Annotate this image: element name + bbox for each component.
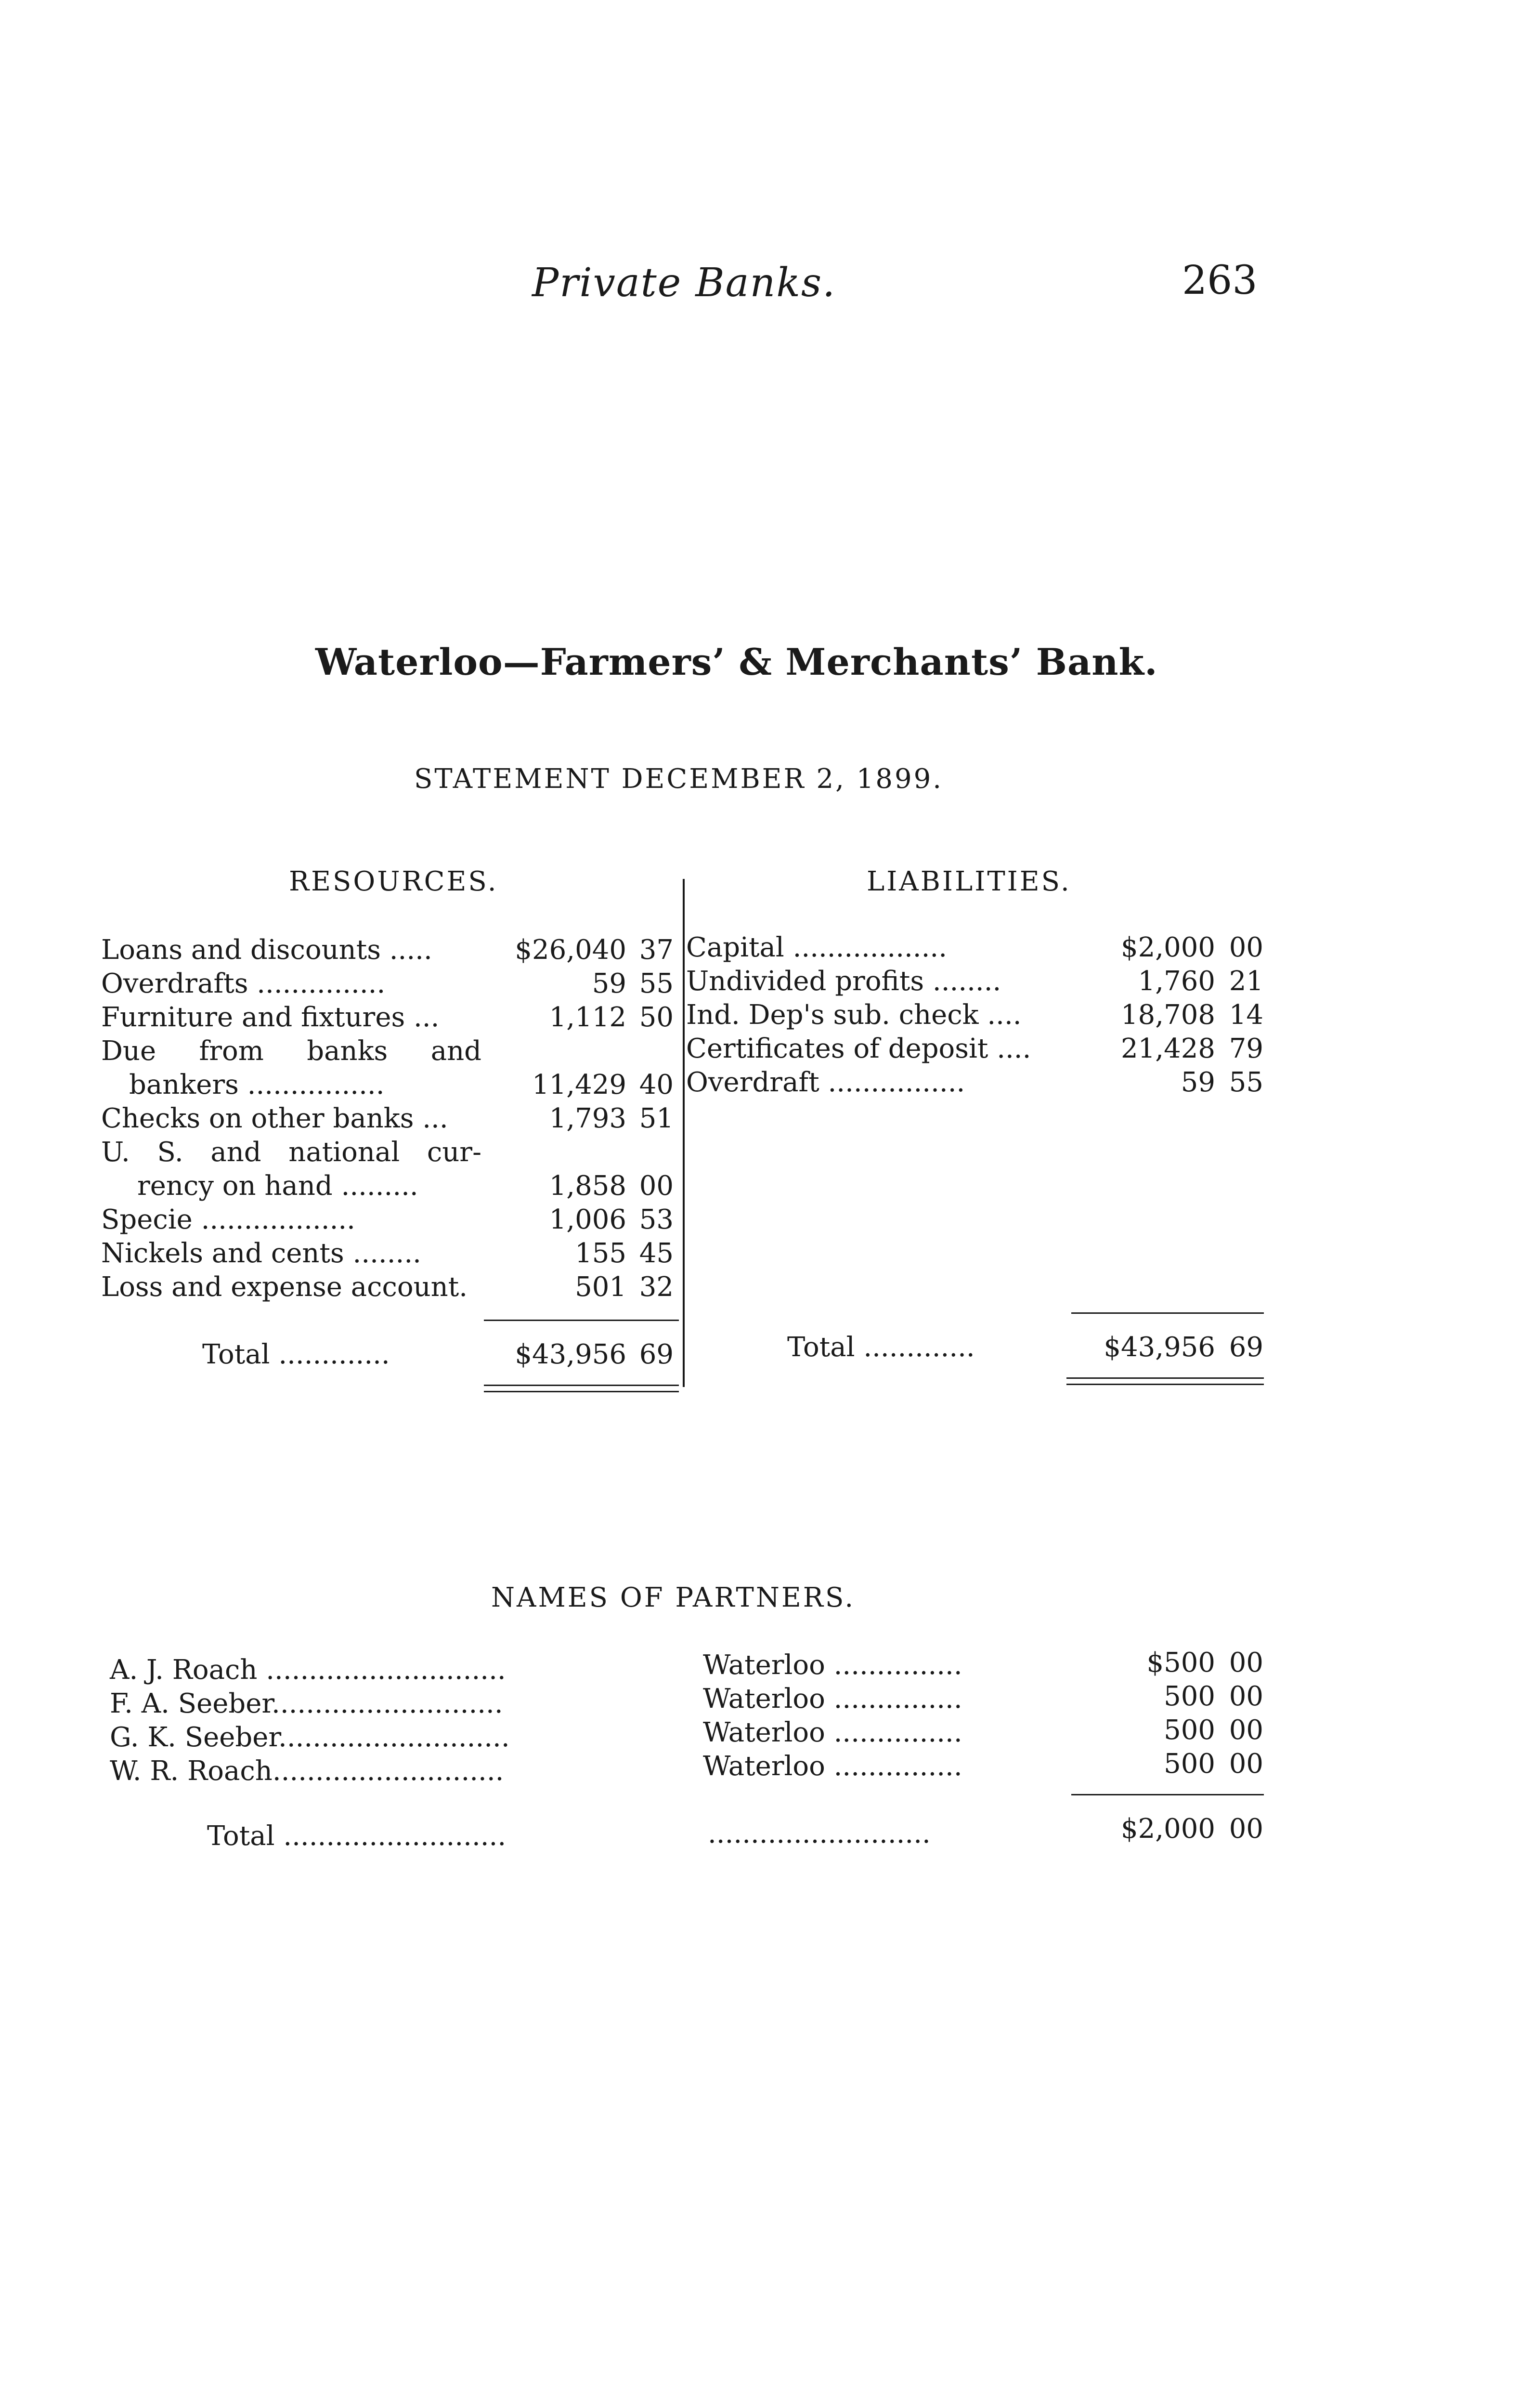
liability-row-label: Ind. Dep's sub. check ....: [686, 999, 1022, 1031]
bank-title: Waterloo—Farmers’ & Merchants’ Bank.: [315, 641, 1158, 683]
partners-total-rule: [1071, 1794, 1264, 1795]
liabilities-total-label: Total .............: [787, 1332, 975, 1363]
liability-row-label: Undivided profits ........: [686, 966, 1001, 997]
partner-name: W. R. Roach...........................: [110, 1755, 504, 1787]
partners-heading: NAMES OF PARTNERS.: [491, 1582, 856, 1613]
resource-row-label: Due from banks and: [101, 1035, 481, 1067]
column-divider: [683, 879, 685, 1387]
partner-name: G. K. Seeber...........................: [110, 1722, 510, 1753]
resources-total-double-rule: [484, 1385, 679, 1386]
liability-row-label: Certificates of deposit ....: [686, 1033, 1031, 1064]
resource-row-dollars: 1,858: [549, 1170, 626, 1202]
resource-row-dollars: 1,112: [549, 1002, 626, 1033]
partner-place: Waterloo ...............: [703, 1751, 962, 1782]
partner-dollars: 500: [1164, 1714, 1215, 1746]
resources-total-double-rule: [484, 1391, 679, 1392]
liabilities-total-double-rule: [1066, 1377, 1264, 1379]
resource-row-label: Checks on other banks ...: [101, 1103, 448, 1134]
statement-date: STATEMENT DECEMBER 2, 1899.: [414, 763, 944, 795]
partner-name: A. J. Roach ............................: [110, 1654, 506, 1686]
liability-row-dollars: 59: [1181, 1067, 1215, 1098]
resources-total-cents: 69: [639, 1339, 674, 1370]
liabilities-total-dollars: $43,956: [1104, 1332, 1215, 1363]
partner-place: Waterloo ...............: [703, 1717, 962, 1748]
liability-row-dollars: 21,428: [1121, 1033, 1215, 1064]
resources-total-rule: [484, 1320, 679, 1321]
liability-row-cents: 00: [1229, 932, 1263, 963]
page-number: 263: [1182, 258, 1258, 303]
liability-row-cents: 21: [1229, 966, 1263, 997]
liability-row-dollars: $2,000: [1121, 932, 1215, 963]
partner-cents: 00: [1229, 1681, 1263, 1712]
resource-row-cents: 32: [639, 1271, 674, 1303]
liability-row-label: Capital ..................: [686, 932, 948, 963]
resource-row-label: Furniture and fixtures ...: [101, 1002, 440, 1033]
resource-row-cents: 55: [639, 968, 674, 999]
resources-heading: RESOURCES.: [289, 866, 498, 897]
resource-row-cents: 45: [639, 1238, 674, 1269]
resource-row-label: Loss and expense account.: [101, 1271, 468, 1303]
resource-row-label: Overdrafts ...............: [101, 968, 386, 999]
partners-total-leader: ..........................: [708, 1818, 931, 1849]
liabilities-total-rule: [1071, 1312, 1264, 1314]
partner-place: Waterloo ...............: [703, 1683, 962, 1714]
liability-row-cents: 55: [1229, 1067, 1263, 1098]
liability-row-cents: 79: [1229, 1033, 1263, 1064]
resource-row-dollars: 1,793: [549, 1103, 626, 1134]
resource-row-cents: 51: [639, 1103, 674, 1134]
resources-total-label: Total .............: [202, 1339, 390, 1370]
partners-total-dollars: $2,000: [1121, 1813, 1215, 1845]
liabilities-heading: LIABILITIES.: [867, 866, 1071, 897]
resource-row-dollars: 59: [592, 968, 626, 999]
resource-row-dollars: $26,040: [515, 934, 626, 966]
resource-row-label: U. S. and national cur-: [101, 1137, 481, 1168]
liabilities-total-cents: 69: [1229, 1332, 1263, 1363]
resource-row-label: Nickels and cents ........: [101, 1238, 421, 1269]
resource-row-cents: 50: [639, 1002, 674, 1033]
resources-total-dollars: $43,956: [515, 1339, 626, 1370]
partner-name: F. A. Seeber...........................: [110, 1688, 503, 1719]
partner-cents: 00: [1229, 1714, 1263, 1746]
resource-row-label: Loans and discounts .....: [101, 934, 432, 966]
liability-row-dollars: 18,708: [1121, 999, 1215, 1031]
partner-cents: 00: [1229, 1748, 1263, 1780]
partner-place: Waterloo ...............: [703, 1649, 962, 1681]
running-header-title: Private Banks.: [532, 260, 836, 306]
resource-row-label: rency on hand .........: [137, 1170, 418, 1202]
resource-row-cents: 37: [639, 934, 674, 966]
liability-row-cents: 14: [1229, 999, 1263, 1031]
resource-row-dollars: 1,006: [549, 1204, 626, 1235]
liability-row-label: Overdraft ................: [686, 1067, 965, 1098]
partner-dollars: 500: [1164, 1748, 1215, 1780]
resource-row-cents: 53: [639, 1204, 674, 1235]
partner-cents: 00: [1229, 1647, 1263, 1678]
liability-row-dollars: 1,760: [1138, 966, 1215, 997]
resource-row-dollars: 501: [575, 1271, 626, 1303]
resource-row-label: bankers ................: [129, 1069, 385, 1100]
partner-dollars: $500: [1146, 1647, 1215, 1678]
partners-total-cents: 00: [1229, 1813, 1263, 1845]
resource-row-label: Specie ..................: [101, 1204, 355, 1235]
partner-dollars: 500: [1164, 1681, 1215, 1712]
resource-row-cents: 40: [639, 1069, 674, 1100]
resource-row-dollars: 11,429: [532, 1069, 626, 1100]
liabilities-total-double-rule: [1066, 1384, 1264, 1385]
partners-total-label: Total ..........................: [207, 1820, 507, 1852]
resource-row-cents: 00: [639, 1170, 674, 1202]
resource-row-dollars: 155: [575, 1238, 626, 1269]
